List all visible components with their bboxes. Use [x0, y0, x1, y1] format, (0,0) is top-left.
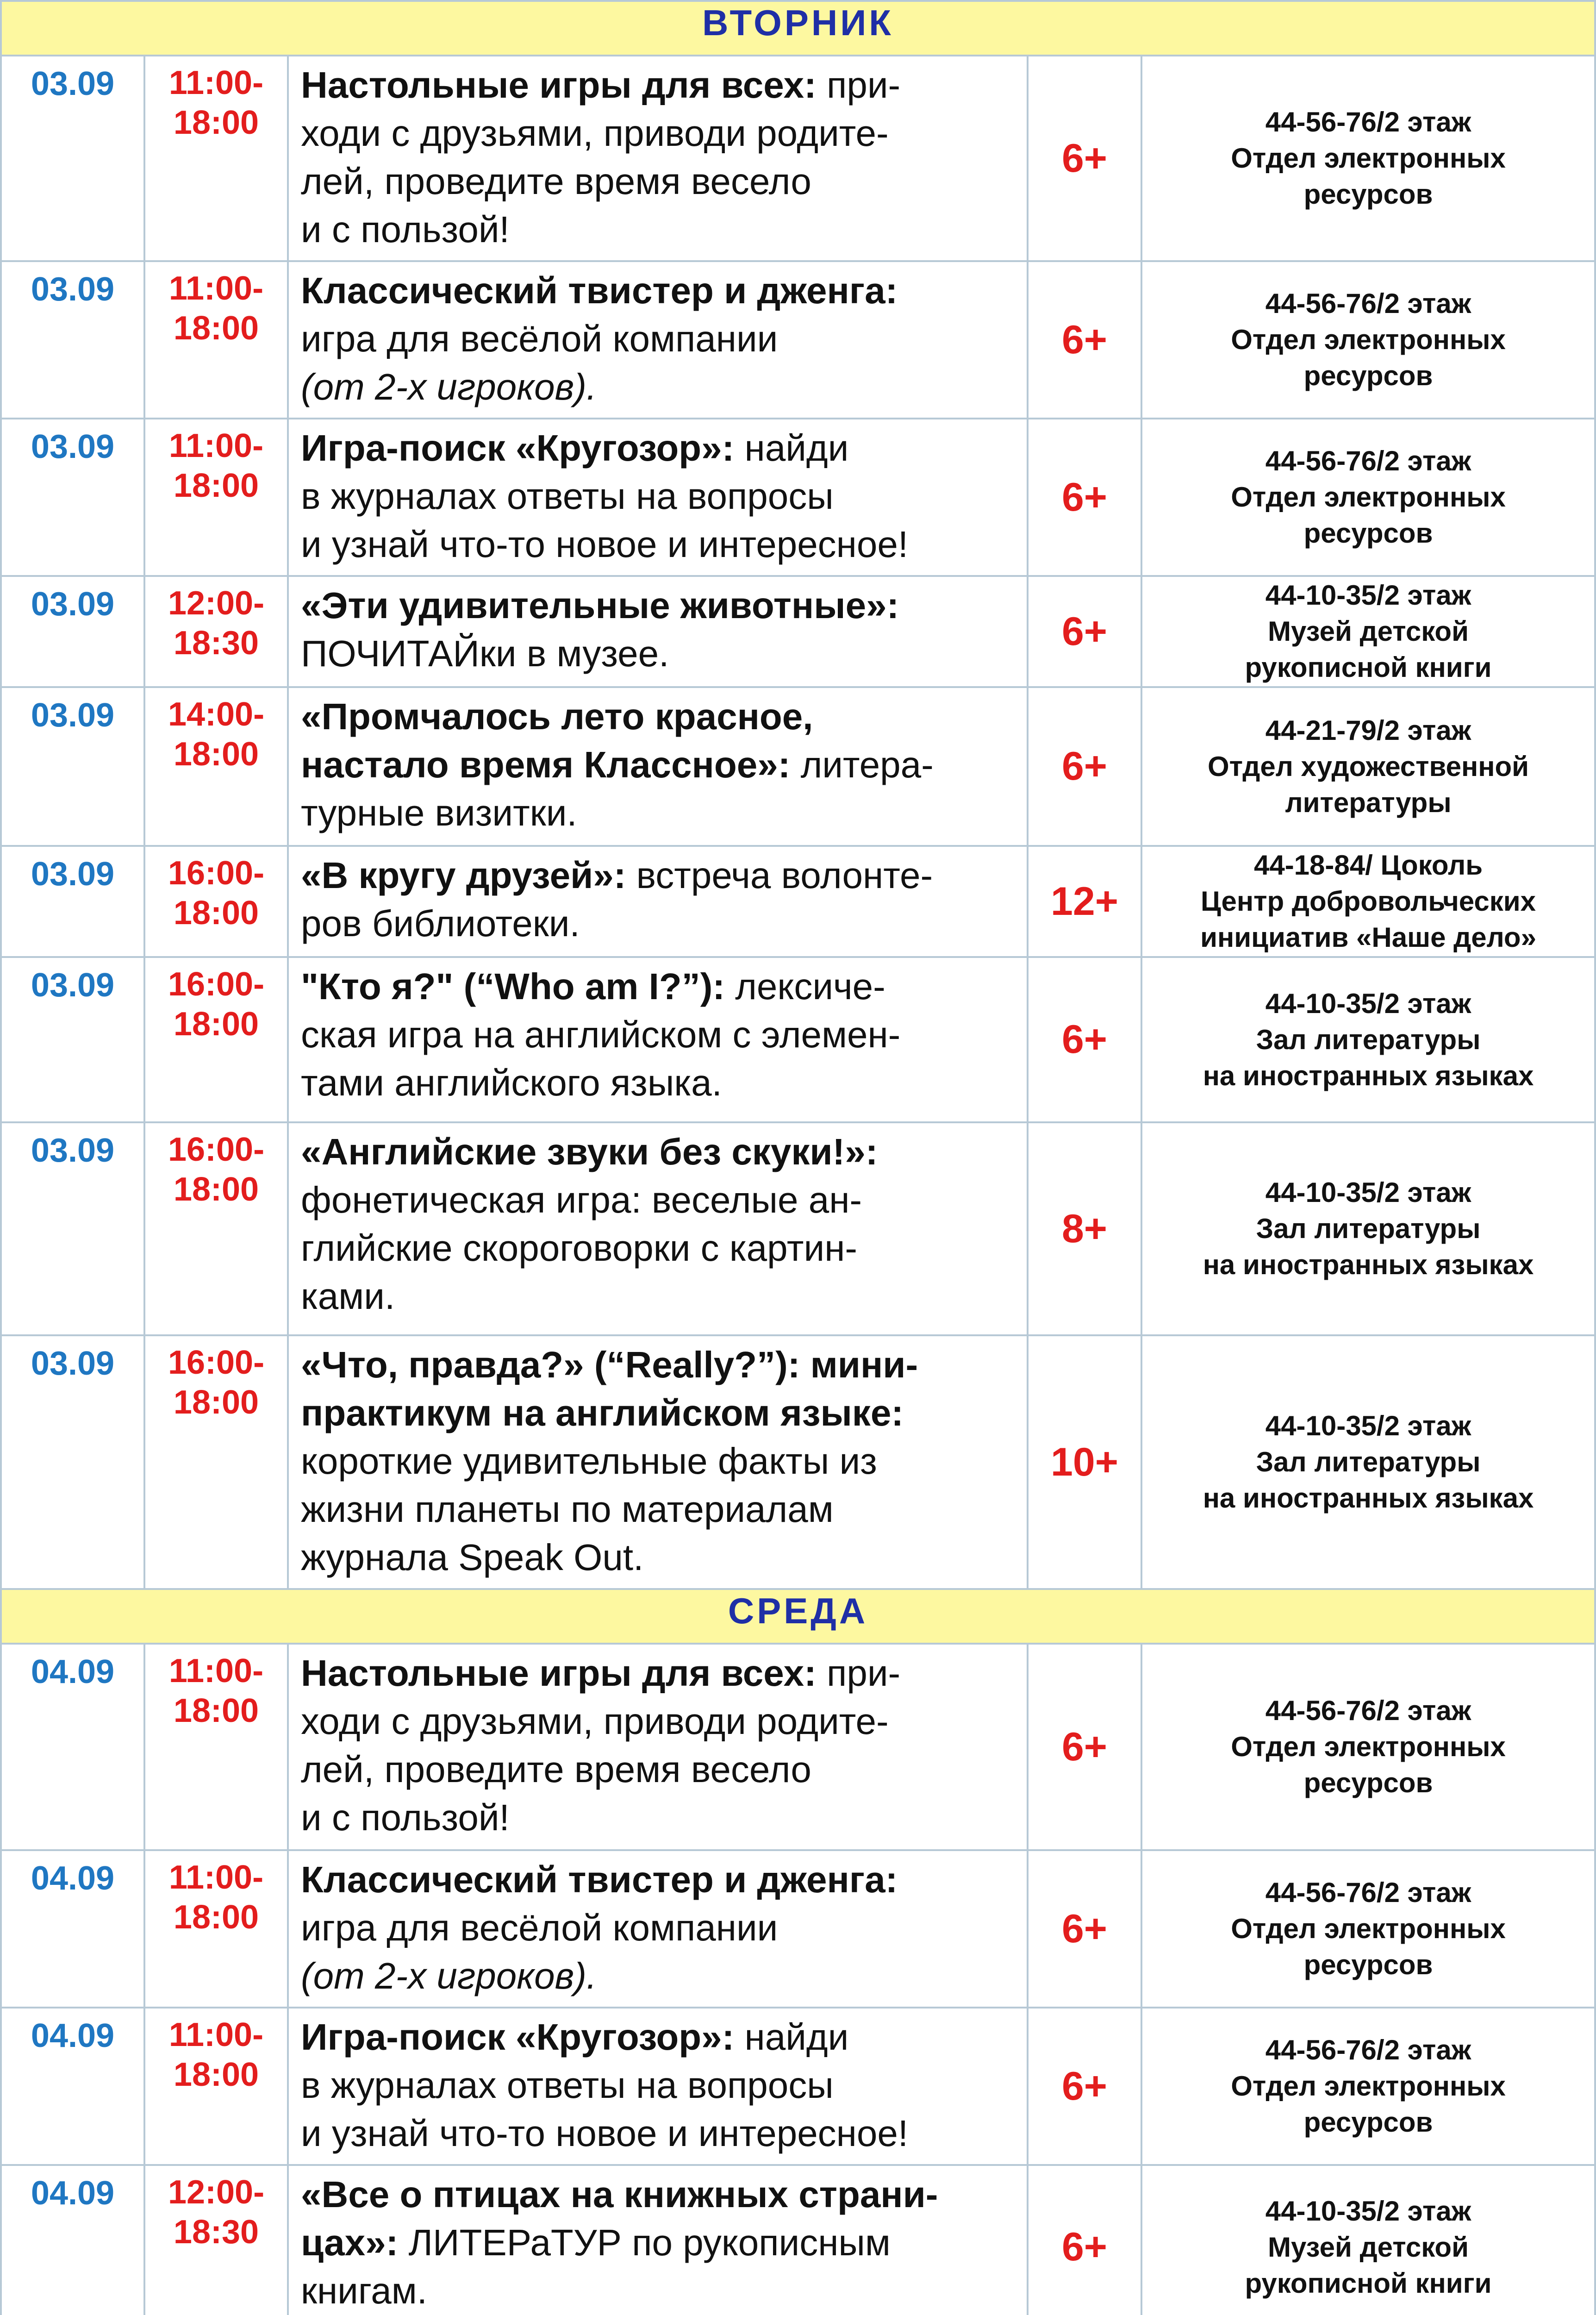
event-description — [288, 957, 1028, 1122]
event-date: 04.09 — [1, 2008, 144, 2165]
event-time-start: 16:00- — [168, 1131, 265, 1168]
event-location: 44-56-76/2 этаж Отдел электронных ресурсов — [1141, 56, 1595, 261]
event-time-end: 18:00 — [173, 1384, 259, 1421]
age-rating: 6+ — [1028, 576, 1141, 687]
event-row — [1, 419, 1595, 576]
event-row — [1, 576, 1595, 687]
event-description — [288, 261, 1028, 419]
event-time-start: 12:00- — [168, 2174, 265, 2211]
event-row — [1, 1122, 1595, 1335]
event-row — [1, 846, 1595, 957]
event-time — [144, 957, 288, 1122]
event-time-start: 16:00- — [168, 855, 265, 892]
event-title: «Что, правда?» (“Really?”): мини- практикум на английском языке: — [301, 1344, 918, 1433]
day-header: СРЕДА — [1, 1589, 1595, 1644]
event-location: 44-56-76/2 этаж Отдел электронных ресурсов — [1141, 1644, 1595, 1850]
event-row — [1, 2165, 1595, 2315]
event-location: 44-56-76/2 этаж Отдел электронных ресурсов — [1141, 261, 1595, 419]
event-time-start: 11:00- — [168, 64, 264, 101]
event-title: Настольные игры для всех: — [301, 1652, 817, 1694]
event-note: (от 2-х игроков). — [301, 366, 597, 407]
event-time-end: 18:00 — [173, 895, 259, 932]
event-time-start: 11:00- — [168, 1859, 264, 1896]
age-rating: 6+ — [1028, 56, 1141, 261]
age-rating: 6+ — [1028, 419, 1141, 576]
event-text: при- ходи с друзьями, приводи родите- лей, проведите время весело и с пользой! — [301, 64, 901, 250]
event-time-start: 12:00- — [168, 585, 265, 622]
event-text: игра для весёлой компании — [301, 1907, 778, 1948]
event-time-end: 18:00 — [173, 1899, 259, 1936]
event-time-end: 18:30 — [173, 2214, 259, 2251]
event-description — [288, 419, 1028, 576]
age-rating: 8+ — [1028, 1122, 1141, 1335]
event-time — [144, 846, 288, 957]
event-description — [288, 1122, 1028, 1335]
event-date: 04.09 — [1, 2165, 144, 2315]
event-location: 44-56-76/2 этаж Отдел электронных ресурсов — [1141, 419, 1595, 576]
event-location: 44-10-35/2 этаж Зал литературы на иностранных языках — [1141, 1335, 1595, 1589]
event-location: 44-21-79/2 этаж Отдел художественной литературы — [1141, 687, 1595, 846]
event-time — [144, 2165, 288, 2315]
event-row — [1, 56, 1595, 261]
event-text: лексиче- ская игра на английском с элемен- тами английского языка. — [301, 966, 901, 1103]
event-date: 03.09 — [1, 846, 144, 957]
event-time-start: 11:00- — [168, 1652, 264, 1689]
event-time — [144, 1850, 288, 2008]
event-time — [144, 419, 288, 576]
event-date: 03.09 — [1, 576, 144, 687]
event-title: Классический твистер и дженга: — [301, 270, 898, 311]
event-time-start: 16:00- — [168, 1344, 265, 1381]
event-note: (от 2-х игроков). — [301, 1955, 597, 1996]
event-time-start: 11:00- — [168, 270, 264, 307]
event-time-start: 11:00- — [168, 427, 264, 464]
event-date: 04.09 — [1, 1644, 144, 1850]
event-description — [288, 687, 1028, 846]
age-rating: 6+ — [1028, 1850, 1141, 2008]
event-time-end: 18:00 — [173, 1171, 259, 1208]
event-date: 03.09 — [1, 687, 144, 846]
event-text: ЛИТЕРаТУР по рукописным книгам. — [301, 2222, 891, 2311]
age-rating: 6+ — [1028, 687, 1141, 846]
event-location: 44-10-35/2 этаж Музей детской рукописной книги — [1141, 576, 1595, 687]
age-rating: 6+ — [1028, 1644, 1141, 1850]
event-date: 04.09 — [1, 1850, 144, 2008]
event-location: 44-56-76/2 этаж Отдел электронных ресурсов — [1141, 2008, 1595, 2165]
event-row — [1, 1335, 1595, 1589]
event-time — [144, 1122, 288, 1335]
event-time-start: 11:00- — [168, 2016, 264, 2053]
event-date: 03.09 — [1, 957, 144, 1122]
event-time — [144, 2008, 288, 2165]
event-row — [1, 1850, 1595, 2008]
event-text: встреча волонте- ров библиотеки. — [301, 855, 933, 944]
event-row — [1, 957, 1595, 1122]
age-rating: 6+ — [1028, 957, 1141, 1122]
event-location: 44-18-84/ Цоколь Центр добровольческих инициатив «Наше дело» — [1141, 846, 1595, 957]
event-description — [288, 1644, 1028, 1850]
event-title: Игра-поиск «Кругозор»: — [301, 427, 735, 469]
event-title: «Все о птицах на книжных страни- цах»: — [301, 2174, 938, 2263]
event-time-end: 18:00 — [173, 104, 259, 141]
event-text: короткие удивительные факты из жизни планеты по материалам журнала Speak Out. — [301, 1440, 877, 1578]
age-rating: 6+ — [1028, 261, 1141, 419]
event-time-start: 16:00- — [168, 966, 265, 1003]
day-header-row — [1, 1, 1595, 56]
age-rating: 10+ — [1028, 1335, 1141, 1589]
event-row — [1, 261, 1595, 419]
event-time-end: 18:00 — [173, 467, 259, 504]
event-time-end: 18:00 — [173, 2056, 259, 2093]
event-time — [144, 1644, 288, 1850]
event-time-end: 18:00 — [173, 1006, 259, 1043]
event-time-end: 18:30 — [173, 625, 259, 662]
event-text: фонетическая игра: веселые ан- глийские скороговорки с картин- ками. — [301, 1179, 862, 1317]
event-title: Игра-поиск «Кругозор»: — [301, 2016, 735, 2058]
event-description — [288, 1850, 1028, 2008]
event-title: Настольные игры для всех: — [301, 64, 817, 106]
event-time — [144, 1335, 288, 1589]
event-title: "Кто я?" (“Who am I?”): — [301, 966, 725, 1007]
event-time-end: 18:00 — [173, 310, 259, 347]
event-location: 44-10-35/2 этаж Зал литературы на иностранных языках — [1141, 957, 1595, 1122]
event-time — [144, 261, 288, 419]
event-description — [288, 1335, 1028, 1589]
event-text: ПОЧИТАЙки в музее. — [301, 633, 669, 674]
event-title: Классический твистер и дженга: — [301, 1859, 898, 1900]
event-location: 44-10-35/2 этаж Зал литературы на иностранных языках — [1141, 1122, 1595, 1335]
event-date: 03.09 — [1, 1122, 144, 1335]
event-row — [1, 1644, 1595, 1850]
age-rating: 6+ — [1028, 2165, 1141, 2315]
event-text: найди в журналах ответы на вопросы и узнай что-то новое и интересное! — [301, 427, 909, 565]
event-location: 44-56-76/2 этаж Отдел электронных ресурсов — [1141, 1850, 1595, 2008]
event-text: при- ходи с друзьями, приводи родите- лей, проведите время весело и с пользой! — [301, 1652, 901, 1838]
event-date: 03.09 — [1, 261, 144, 419]
event-row — [1, 687, 1595, 846]
event-row — [1, 2008, 1595, 2165]
event-description — [288, 846, 1028, 957]
event-description — [288, 2008, 1028, 2165]
day-header: ВТОРНИК — [1, 1, 1595, 56]
event-description — [288, 2165, 1028, 2315]
event-time — [144, 687, 288, 846]
event-time — [144, 56, 288, 261]
event-time — [144, 576, 288, 687]
event-text: литера- турные визитки. — [301, 744, 934, 833]
event-time-end: 18:00 — [173, 1692, 259, 1729]
event-title: «Промчалось лето красное, настало время Классное»: — [301, 696, 813, 785]
event-description — [288, 56, 1028, 261]
event-description — [288, 576, 1028, 687]
event-location: 44-10-35/2 этаж Музей детской рукописной книги — [1141, 2165, 1595, 2315]
event-title: «Эти удивительные животные»: — [301, 585, 899, 626]
age-rating: 6+ — [1028, 2008, 1141, 2165]
age-rating: 12+ — [1028, 846, 1141, 957]
event-title: «Английские звуки без скуки!»: — [301, 1131, 878, 1172]
event-date: 03.09 — [1, 56, 144, 261]
event-time-start: 14:00- — [168, 696, 265, 733]
event-text: игра для весёлой компании — [301, 318, 778, 359]
event-time-end: 18:00 — [173, 736, 259, 773]
day-header-row — [1, 1589, 1595, 1644]
event-text: найди в журналах ответы на вопросы и узнай что-то новое и интересное! — [301, 2016, 909, 2154]
event-title: «В кругу друзей»: — [301, 855, 626, 896]
event-date: 03.09 — [1, 419, 144, 576]
event-date: 03.09 — [1, 1335, 144, 1589]
